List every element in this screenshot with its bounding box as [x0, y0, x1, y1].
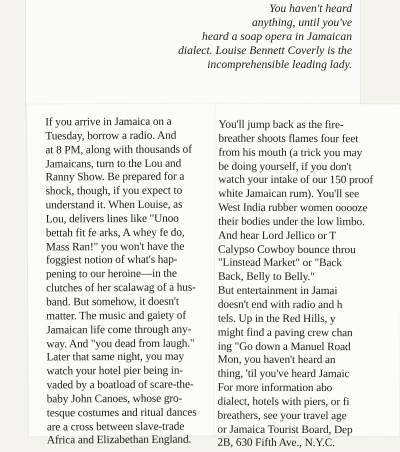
body-line: watch your hotel pier being in- [46, 364, 184, 378]
body-line: Mass Ran!" you won't have the [45, 240, 185, 254]
body-line: breathers, see your travel age [217, 409, 347, 422]
caption-line: anything, until you've [251, 15, 352, 29]
body-line: West India rubber women ooooze [218, 201, 368, 215]
body-line: tesque costumes and ritual dances [46, 406, 197, 420]
body-line: clutches of her scalawag of a hus- [46, 281, 196, 295]
body-line: If you arrive in Jamaica on a [45, 115, 172, 129]
caption-line: incomprehensible leading lady. [207, 57, 352, 71]
body-line: understand it. When Louise, as [45, 198, 183, 212]
body-line: be doing yourself, if you don't [218, 160, 352, 173]
body-line: 2B, 630 Fifth Ave., N.Y.C. [217, 437, 335, 450]
body-line: You'll jump back as the fire- [218, 118, 344, 132]
body-line: But entertainment in Jamai [217, 284, 338, 298]
right-column-text [217, 119, 400, 452]
body-line: Mon, you haven't heard an [217, 354, 336, 367]
body-line: breather shoots flames four feet [218, 132, 359, 146]
body-line: vaded by a boatload of scare-the- [46, 378, 194, 392]
body-line: Later that same night, you may [46, 351, 185, 364]
body-line: Africa and Elizabethan England. [46, 434, 192, 447]
body-line: watch your intake of our 150 proof [218, 174, 374, 187]
caption-clipping [26, 0, 360, 118]
body-line: Tuesday, borrow a radio. And [45, 129, 177, 143]
body-line: way. And "you dead from laugh." [46, 337, 195, 350]
body-line: band. But somehow, it doesn't [46, 295, 179, 309]
body-line: doesn't end with radio and h [217, 298, 343, 312]
photo-caption [94, 2, 352, 72]
body-line: white Jamaican rum). You'll see [218, 187, 360, 201]
body-line: shock, though, if you expect to [45, 184, 183, 198]
body-line: pening to our heroine—in the [45, 268, 177, 281]
body-line: ing "Go down a Manuel Road [217, 340, 351, 353]
body-line: baby John Canoes, whose gro- [46, 392, 183, 406]
body-line: foggiest notion of what's hap- [45, 254, 178, 267]
body-line: their bodies under the low limbo. [218, 215, 365, 229]
body-line: Jamaicans, turn to the Lou and [45, 157, 182, 170]
body-line: Back, Belly to Belly." [217, 270, 315, 284]
body-line: at 8 PM, along with thousands of [45, 143, 192, 157]
caption-line: You haven't heard [269, 2, 352, 15]
body-line: are a cross between slave-trade [46, 420, 185, 433]
body-line: from his mouth (a trick you may [218, 146, 363, 159]
body-line: dialect, hotels with piers, or fi [217, 395, 350, 409]
body-line: Jamaican life come through any- [46, 323, 192, 337]
body-line: For more information abo [217, 381, 333, 395]
body-line: thing, 'til you've heard Jamaic [217, 367, 350, 381]
body-line: Ranny Show. Be prepared for a [45, 171, 185, 184]
body-line: Lou, delivers lines like "Unoo [45, 212, 179, 226]
caption-line: dialect. Louise Bennett Coverly is the [178, 43, 352, 57]
body-line: "Linstead Market" or "Back [218, 257, 342, 270]
body-line: might find a paving crew chan [217, 326, 353, 339]
body-line: bettah fit fe arks, A whey fe do, [45, 226, 185, 240]
body-line: or Jamaica Tourist Board, Dep [217, 423, 353, 436]
body-line: And hear Lord Jellico or T [218, 229, 337, 242]
body-line: Calypso Cowboy bounce throu [218, 243, 356, 256]
left-column-text [45, 115, 225, 448]
body-line: tels. Up in the Red Hills, y [217, 312, 336, 325]
caption-line: heard a soap opera in Jamaican [202, 29, 352, 43]
right-column-clipping [214, 104, 400, 450]
body-line: matter. The music and gaiety of [46, 309, 187, 323]
left-column-clipping [27, 103, 225, 447]
